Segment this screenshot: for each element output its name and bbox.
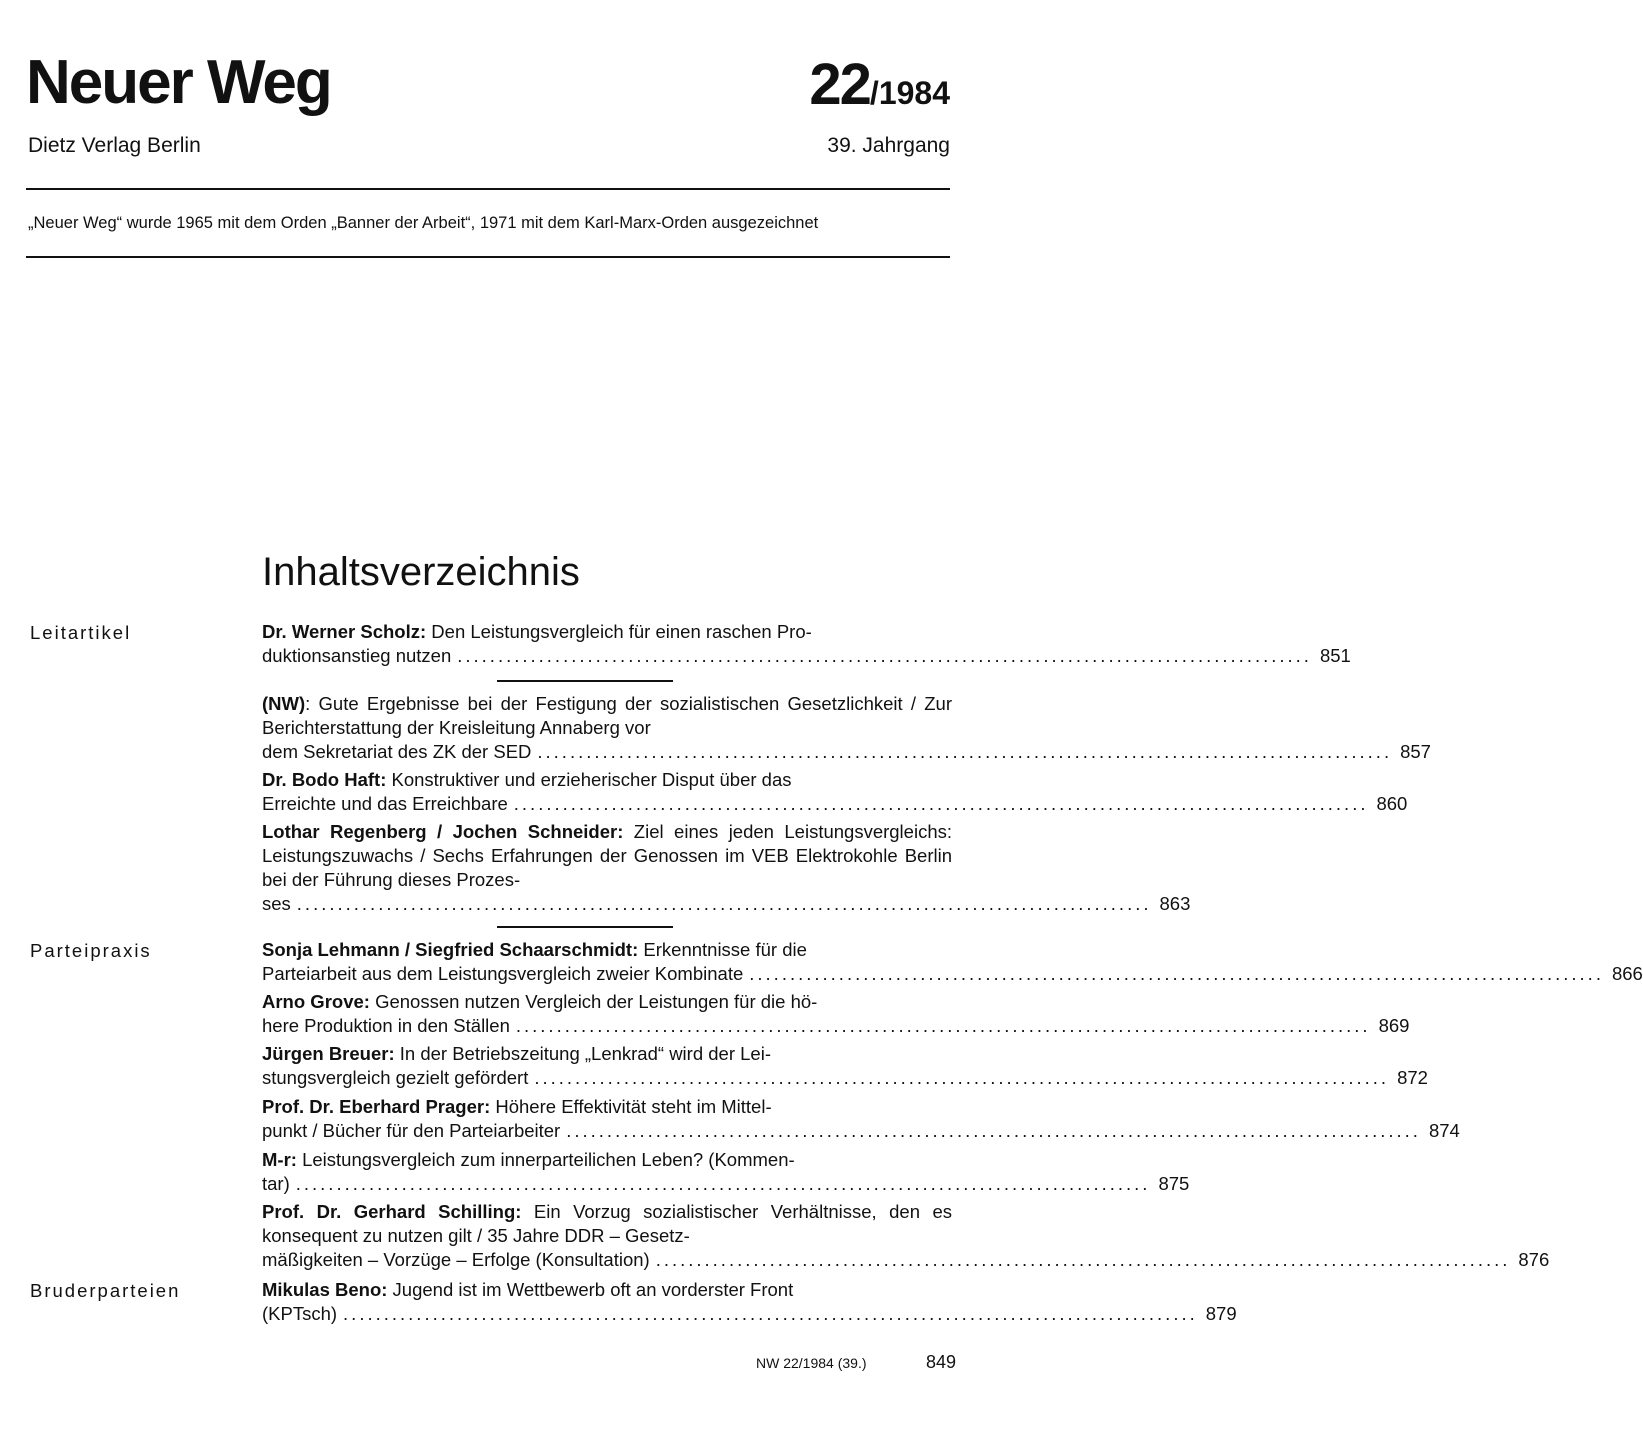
leader-dots: ......................................................................................................... bbox=[515, 1015, 1371, 1036]
leader-dots: ......................................................................................................... bbox=[296, 893, 1152, 914]
entry-title-end: ses bbox=[262, 893, 291, 914]
entry-page: 851 bbox=[1319, 645, 1351, 666]
entry-author: Arno Grove: bbox=[262, 991, 370, 1012]
entry-page: 875 bbox=[1158, 1173, 1190, 1194]
entry-title: Leistungsvergleich zum innerparteilichen Leben? (Kommen- bbox=[296, 1149, 795, 1170]
leader-dots: ......................................................................................................... bbox=[295, 1173, 1151, 1194]
leader-dots: ......................................................................................................... bbox=[534, 1067, 1390, 1088]
toc-entry bbox=[262, 1148, 1190, 1196]
issue-label bbox=[809, 52, 950, 117]
toc-entry bbox=[262, 620, 1351, 668]
toc-entry bbox=[262, 1200, 1550, 1272]
entry-title-end: (KPTsch) bbox=[262, 1303, 338, 1324]
entry-author: Mikulas Beno: bbox=[262, 1279, 388, 1300]
award-rule bbox=[26, 256, 950, 258]
entry-title-end: punkt / Bücher für den Parteiarbeiter bbox=[262, 1120, 561, 1141]
entry-title: Ein Vorzug sozialistischer Verhältnisse, den es konsequent zu nutzen gilt / 35 Jahre DDR – Gesetz- bbox=[262, 1201, 952, 1246]
entry-page: 874 bbox=[1428, 1120, 1460, 1141]
entry-page: 860 bbox=[1376, 793, 1408, 814]
entry-title: Genossen nutzen Vergleich der Leistungen für die hö- bbox=[369, 991, 818, 1012]
section-label-bruderparteien: Bruderparteien bbox=[30, 1280, 181, 1301]
entry-title-end: mäßigkeiten – Vorzüge – Erfolge (Konsultation) bbox=[262, 1249, 650, 1270]
entry-page: 869 bbox=[1378, 1015, 1410, 1036]
award-line: „Neuer Weg“ wurde 1965 mit dem Orden „Banner der Arbeit“, 1971 mit dem Karl-Marx-Orden ausgezeichnet bbox=[28, 214, 819, 232]
toc-entry bbox=[262, 768, 1408, 816]
entry-title: : Gute Ergebnisse bei der Festigung der sozialistischen Gesetzlichkeit / Zur Berichterstattung der Kreisleitung Annaberg vor bbox=[262, 693, 952, 738]
entry-author: M-r: bbox=[262, 1149, 297, 1170]
entry-author: Prof. Dr. Gerhard Schilling: bbox=[262, 1201, 522, 1222]
volume: 39. Jahrgang bbox=[827, 134, 950, 157]
magazine-title: Neuer Weg bbox=[26, 48, 331, 117]
toc-entry bbox=[262, 692, 1431, 764]
entry-title-end: Erreichte und das Erreichbare bbox=[262, 793, 508, 814]
leader-dots: ......................................................................................................... bbox=[655, 1249, 1511, 1270]
entry-author: Jürgen Breuer: bbox=[262, 1043, 395, 1064]
leader-dots: ......................................................................................................... bbox=[457, 645, 1312, 666]
footer-reference: NW 22/1984 (39.) bbox=[756, 1355, 867, 1371]
entry-page: 857 bbox=[1400, 741, 1431, 762]
leader-dots: ......................................................................................................... bbox=[749, 963, 1604, 984]
publisher: Dietz Verlag Berlin bbox=[28, 134, 201, 157]
toc-entry bbox=[262, 1278, 1237, 1326]
entry-title-end: stungsvergleich gezielt gefördert bbox=[262, 1067, 529, 1088]
entry-author: Sonja Lehmann / Siegfried Schaarschmidt: bbox=[262, 939, 639, 960]
toc-entry bbox=[262, 1042, 1428, 1090]
entry-author: Prof. Dr. Eberhard Prager: bbox=[262, 1096, 491, 1117]
entry-author: Dr. Bodo Haft: bbox=[262, 769, 387, 790]
section-label-parteipraxis: Parteipraxis bbox=[30, 940, 152, 961]
section-label-leitartikel: Leitartikel bbox=[30, 622, 132, 643]
leader-dots: ......................................................................................................... bbox=[343, 1303, 1198, 1324]
entry-title: Jugend ist im Wettbewerb oft an vorderster Front bbox=[387, 1279, 794, 1300]
section-divider bbox=[497, 680, 673, 682]
entry-title: Ziel eines jeden Leistungsvergleichs: Leistungszuwachs / Sechs Erfahrungen der Genossen im VEB Elektrokohle Berlin bei der Führung dieses Prozes- bbox=[262, 821, 952, 890]
leader-dots: ......................................................................................................... bbox=[566, 1120, 1421, 1141]
entry-page: 866 bbox=[1611, 963, 1643, 984]
entry-author: Dr. Werner Scholz: bbox=[262, 621, 427, 642]
entry-title-end: Parteiarbeit aus dem Leistungsvergleich zweier Kombinate bbox=[262, 963, 744, 984]
entry-title: In der Betriebszeitung „Lenkrad“ wird der Lei- bbox=[394, 1043, 771, 1064]
entry-page: 872 bbox=[1397, 1067, 1428, 1088]
toc-entry bbox=[262, 1095, 1460, 1143]
toc-entry bbox=[262, 820, 1191, 916]
entry-page: 876 bbox=[1518, 1249, 1550, 1270]
entry-author: Lothar Regenberg / Jochen Schneider: bbox=[262, 821, 624, 842]
issue-year: /1984 bbox=[869, 75, 950, 111]
entry-page: 863 bbox=[1159, 893, 1191, 914]
entry-title: Höhere Effektivität steht im Mittel- bbox=[490, 1096, 772, 1117]
entry-title: Erkenntnisse für die bbox=[638, 939, 807, 960]
toc-heading: Inhaltsverzeichnis bbox=[262, 550, 580, 594]
leader-dots: ......................................................................................................... bbox=[537, 741, 1393, 762]
toc-entry bbox=[262, 990, 1410, 1038]
entry-title-end: here Produktion in den Ställen bbox=[262, 1015, 510, 1036]
footer-page-number: 849 bbox=[926, 1352, 957, 1372]
entry-page: 879 bbox=[1205, 1303, 1237, 1324]
toc-entry bbox=[262, 938, 1643, 986]
entry-author: (NW) bbox=[262, 693, 306, 714]
leader-dots: ......................................................................................................... bbox=[513, 793, 1369, 814]
top-rule bbox=[26, 188, 950, 190]
entry-title-end: duktionsanstieg nutzen bbox=[262, 645, 452, 666]
section-divider bbox=[497, 926, 673, 928]
issue-number: 22 bbox=[809, 52, 870, 117]
entry-title: Konstruktiver und erzieherischer Disput über das bbox=[386, 769, 792, 790]
entry-title: Den Leistungsvergleich für einen raschen Pro- bbox=[426, 621, 812, 642]
entry-title-end: tar) bbox=[262, 1173, 290, 1194]
entry-title-end: dem Sekretariat des ZK der SED bbox=[262, 741, 532, 762]
